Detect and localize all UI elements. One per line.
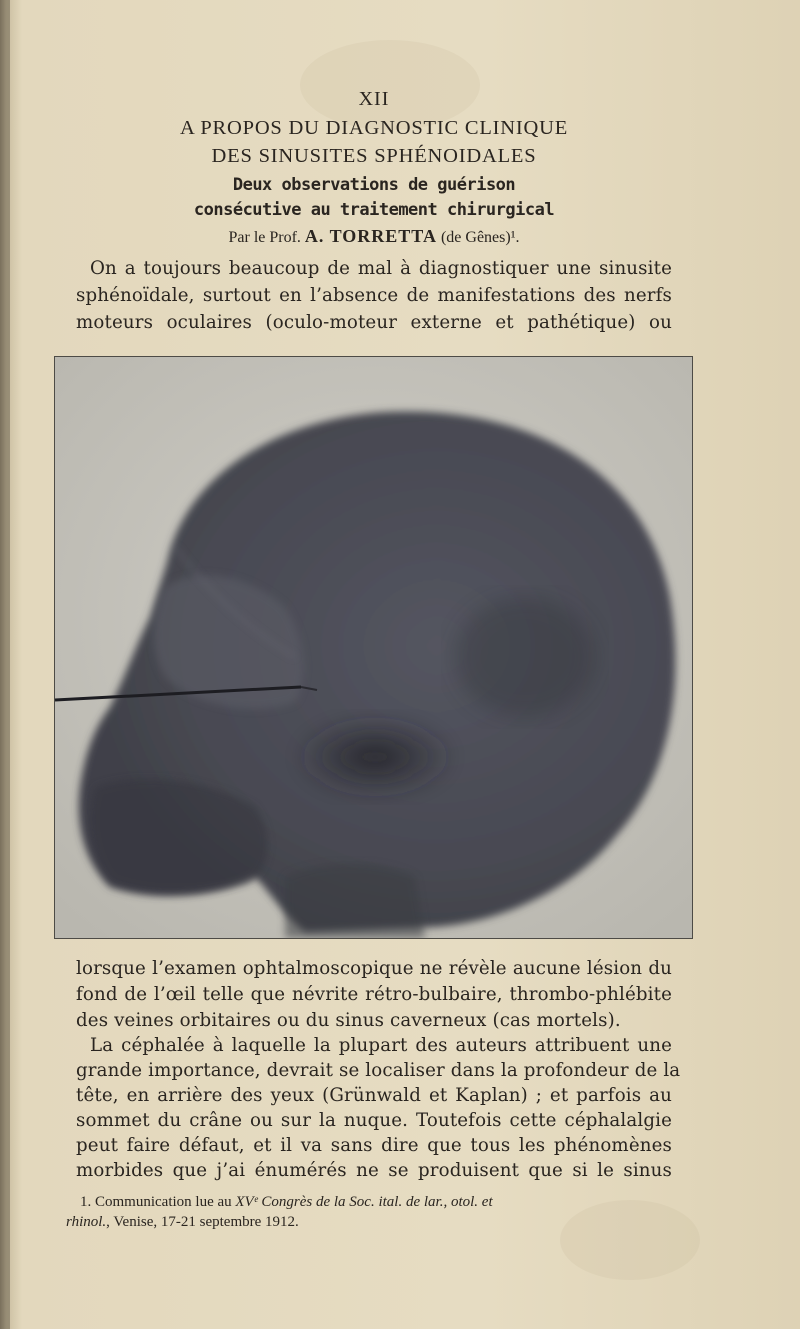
body-line: morbides que j’ai énumérés ne se produisent que si le sinus <box>76 1160 672 1181</box>
body-line: sommet du crâne ou sur la nuque. Toutefois cette céphalalgie <box>76 1110 672 1131</box>
footnote-rhinol: rhinol. <box>66 1214 107 1230</box>
byline-affiliation: (de Gênes)¹. <box>440 229 520 246</box>
footnote-venue: , Venise, 17-21 septembre 1912. <box>106 1214 299 1230</box>
article-title-line-1: A PROPOS DU DIAGNOSTIC CLINIQUE <box>179 117 569 139</box>
article-title-line-2: DES SINUSITES SPHÉNOIDALES <box>211 145 537 167</box>
byline <box>60 226 688 247</box>
footnote-text: Communication lue au <box>95 1194 232 1210</box>
body-line: grande importance, devrait se localiser dans la profondeur de la <box>76 1060 681 1081</box>
footnote-number: 1. <box>80 1194 92 1210</box>
footnote-congress: XVᵉ Congrès de la Soc. ital. de lar., otol. et <box>235 1194 493 1210</box>
article-subtitle-line-2: consécutive au traitement chirurgical <box>193 200 555 220</box>
author-name: A. TORRETTA <box>304 226 437 246</box>
footnote-line-1 <box>80 1194 690 1211</box>
body-line: tête, en arrière des yeux (Grünwald et Kaplan) ; et parfois au <box>76 1085 672 1106</box>
body-line: fond de l’œil telle que névrite rétro-bulbaire, thrombo-phlébite <box>76 984 672 1005</box>
body-line: peut faire défaut, et il va sans dire que tous les phénomènes <box>76 1135 672 1156</box>
intro-line: sphénoïdale, surtout en l’absence de manifestations des nerfs <box>76 285 672 306</box>
intro-line: On a toujours beaucoup de mal à diagnostiquer une sinusite <box>90 258 672 279</box>
skull-radiograph-icon <box>55 357 692 938</box>
body-line: La céphalée à laquelle la plupart des auteurs attribuent une <box>90 1035 672 1056</box>
body-line: lorsque l’examen ophtalmoscopique ne révèle aucune lésion du <box>76 958 672 979</box>
byline-prefix: Par le Prof. <box>228 229 301 246</box>
chapter-number: XII <box>358 88 390 110</box>
body-line: des veines orbitaires ou du sinus caverneux (cas mortels). <box>76 1010 621 1031</box>
intro-line: moteurs oculaires (oculo-moteur externe et pathétique) ou <box>76 312 672 333</box>
footnote-line-2 <box>66 1214 676 1231</box>
skull-radiograph-figure <box>54 356 693 939</box>
page-spine-shadow <box>0 0 10 1329</box>
paper-stain <box>560 1200 700 1280</box>
article-subtitle-line-1: Deux observations de guérison <box>232 175 516 195</box>
